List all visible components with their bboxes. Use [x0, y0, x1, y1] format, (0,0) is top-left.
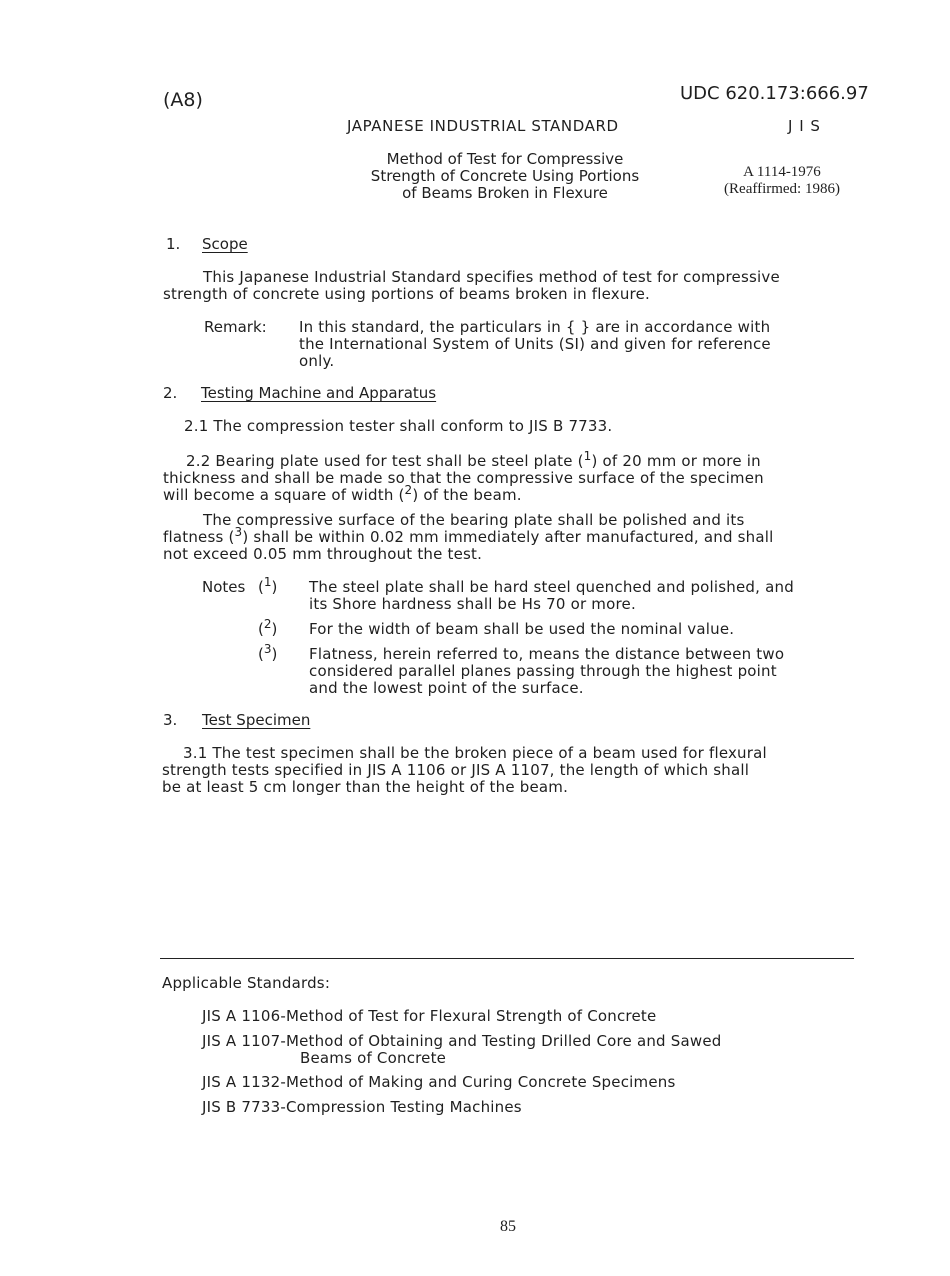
clause-line: will become a square of width ($^2$) of the beam.	[163, 483, 522, 504]
clause-line: 3.1 The test specimen shall be the broken piece of a beam used for flexural	[183, 744, 767, 762]
section-1-heading: Scope	[202, 235, 248, 253]
clause-2-2	[163, 449, 764, 504]
remark-line: only.	[299, 352, 335, 370]
standard-number: A 1114-1976	[743, 164, 821, 180]
paragraph-line: The compressive surface of the bearing plate shall be polished and its	[203, 511, 745, 529]
section-divider	[160, 958, 854, 959]
notes-label: Notes	[202, 578, 246, 596]
clause-3-1	[162, 745, 767, 796]
paragraph-line: flatness ($^3$) shall be within 0.02 mm immediately after manufactured, and shall	[163, 525, 774, 546]
title-line: of Beams Broken in Flexure	[402, 184, 608, 202]
reaffirmed-date: (Reaffirmed: 1986)	[724, 181, 840, 197]
title-line: Strength of Concrete Using Portions	[370, 167, 640, 185]
applicable-standard-item	[202, 1074, 676, 1091]
standard-name: JAPANESE INDUSTRIAL STANDARD	[347, 117, 619, 135]
standard-number-block	[712, 164, 852, 198]
clause-line: thickness and shall be made so that the compressive surface of the specimen	[163, 469, 764, 487]
note-line: The steel plate shall be hard steel quenched and polished, and	[309, 578, 794, 596]
paragraph-line: strength of concrete using portions of beams broken in flexure.	[163, 285, 650, 303]
note-1-text	[309, 579, 794, 613]
note-2-text	[309, 621, 734, 638]
clause-2-1: 2.1 The compression tester shall conform to JIS B 7733.	[184, 417, 613, 435]
jis-mark: J I S	[788, 117, 821, 135]
note-3-text	[309, 646, 784, 697]
note-line: and the lowest point of the surface.	[309, 679, 584, 697]
udc-number: UDC 620.173:666.97	[680, 83, 869, 104]
scope-paragraph	[163, 269, 780, 303]
note-line: its Shore hardness shall be Hs 70 or more.	[309, 595, 636, 613]
document-title	[340, 151, 670, 202]
note-2-mark: ($^2$)	[258, 617, 278, 638]
section-2-number: 2.	[163, 384, 178, 402]
paragraph-line: not exceed 0.05 mm throughout the test.	[163, 545, 483, 563]
standard-line: JIS A 1132-Method of Making and Curing Concrete Specimens	[202, 1073, 676, 1091]
standard-line: JIS B 7733-Compression Testing Machines	[202, 1098, 522, 1116]
applicable-standard-item	[202, 1033, 721, 1067]
document-code: (A8)	[163, 89, 203, 111]
applicable-standard-item	[202, 1008, 656, 1025]
section-3-number: 3.	[163, 711, 178, 729]
remark-label: Remark:	[204, 318, 267, 336]
flatness-paragraph	[163, 512, 774, 563]
clause-line: be at least 5 cm longer than the height of the beam.	[162, 778, 569, 796]
note-1-mark: ($^1$)	[258, 575, 278, 596]
standard-line: JIS A 1106-Method of Test for Flexural Strength of Concrete	[202, 1007, 657, 1025]
applicable-standard-item	[202, 1099, 522, 1116]
remark-text	[299, 319, 771, 370]
note-line: considered parallel planes passing through the highest point	[309, 662, 777, 680]
paragraph-line: This Japanese Industrial Standard specifies method of test for compressive	[203, 268, 780, 286]
note-line: Flatness, herein referred to, means the distance between two	[309, 645, 785, 663]
section-1-number: 1.	[166, 235, 181, 253]
clause-line: 2.2 Bearing plate used for test shall be steel plate ($^1$) of 20 mm or more in	[186, 449, 761, 470]
note-3-mark: ($^3$)	[258, 642, 278, 663]
title-line: Method of Test for Compressive	[386, 150, 624, 168]
applicable-standards-heading: Applicable Standards:	[162, 974, 331, 992]
section-3-heading: Test Specimen	[202, 711, 311, 729]
standard-line: JIS A 1107-Method of Obtaining and Testing Drilled Core and Sawed	[202, 1032, 722, 1050]
standard-line: Beams of Concrete	[300, 1049, 447, 1067]
section-2-heading: Testing Machine and Apparatus	[201, 384, 437, 402]
remark-line: In this standard, the particulars in { } are in accordance with	[299, 318, 771, 336]
page-number: 85	[500, 1218, 516, 1235]
note-line: For the width of beam shall be used the nominal value.	[309, 620, 735, 638]
clause-line: strength tests specified in JIS A 1106 or JIS A 1107, the length of which shall	[162, 761, 750, 779]
remark-line: the International System of Units (SI) and given for reference	[299, 335, 771, 353]
